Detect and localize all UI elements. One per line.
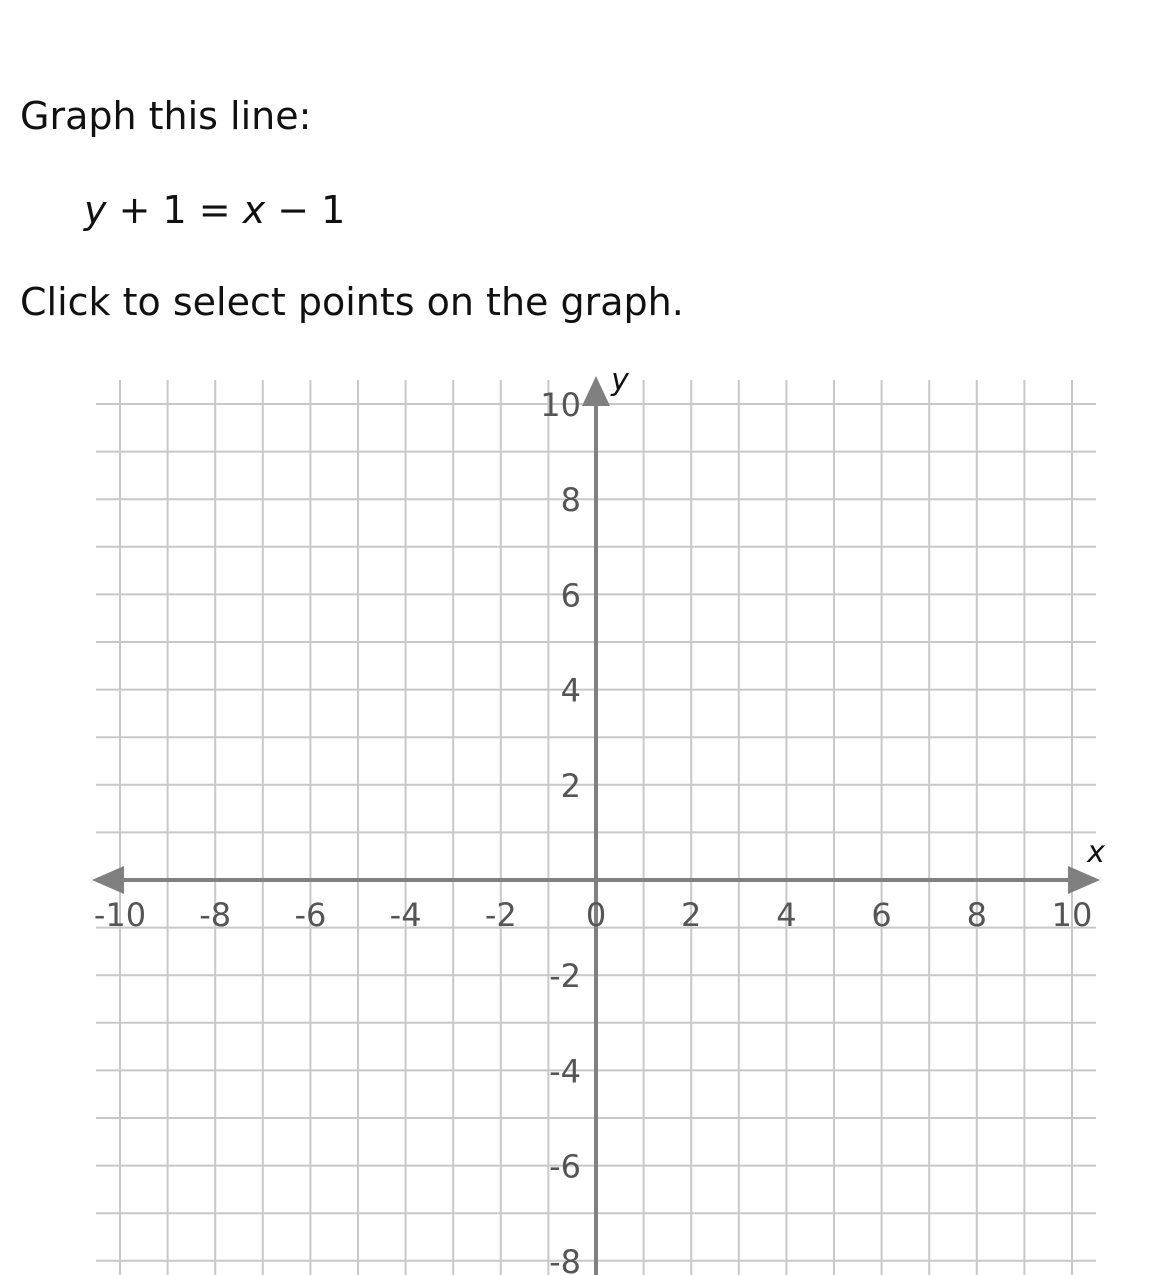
equation-y-variable: y	[84, 188, 107, 232]
x-tick-label: -2	[484, 896, 517, 934]
x-tick-label: 8	[966, 896, 987, 934]
y-axis-label: y	[611, 363, 629, 398]
y-tick-label: 8	[560, 481, 581, 520]
x-axis-arrow-right-icon	[1068, 866, 1100, 894]
y-tick-label: -6	[549, 1147, 581, 1186]
equation-x-variable: x	[242, 188, 266, 232]
x-tick-label: 2	[681, 896, 702, 934]
y-tick-label: 4	[560, 671, 581, 710]
x-tick-label: 0	[585, 896, 607, 934]
equation-left-operator: + 1 =	[106, 188, 243, 232]
x-tick-label: 6	[871, 896, 892, 934]
x-tick-label: 10	[1051, 896, 1093, 934]
question-prompt: Graph this line:	[20, 94, 312, 138]
instruction-text: Click to select points on the graph.	[20, 280, 684, 324]
x-axis-arrow-left-icon	[92, 866, 124, 894]
x-tick-label: -10	[93, 896, 147, 934]
axes	[92, 376, 1100, 1275]
y-tick-label: 2	[560, 766, 581, 805]
y-tick-label: 10	[540, 386, 581, 424]
y-tick-label: -2	[549, 957, 581, 996]
y-tick-label: -8	[549, 1242, 581, 1275]
y-axis-arrow-up-icon	[582, 376, 610, 406]
x-tick-label: -8	[199, 896, 232, 934]
x-tick-label: -4	[389, 896, 422, 934]
x-tick-label: -6	[294, 896, 327, 934]
equation-right-operator: − 1	[265, 188, 346, 232]
x-axis-label: x	[1087, 835, 1105, 870]
x-tick-label: 4	[776, 896, 797, 934]
y-tick-label: -4	[549, 1052, 581, 1091]
y-tick-label: 6	[560, 576, 581, 615]
